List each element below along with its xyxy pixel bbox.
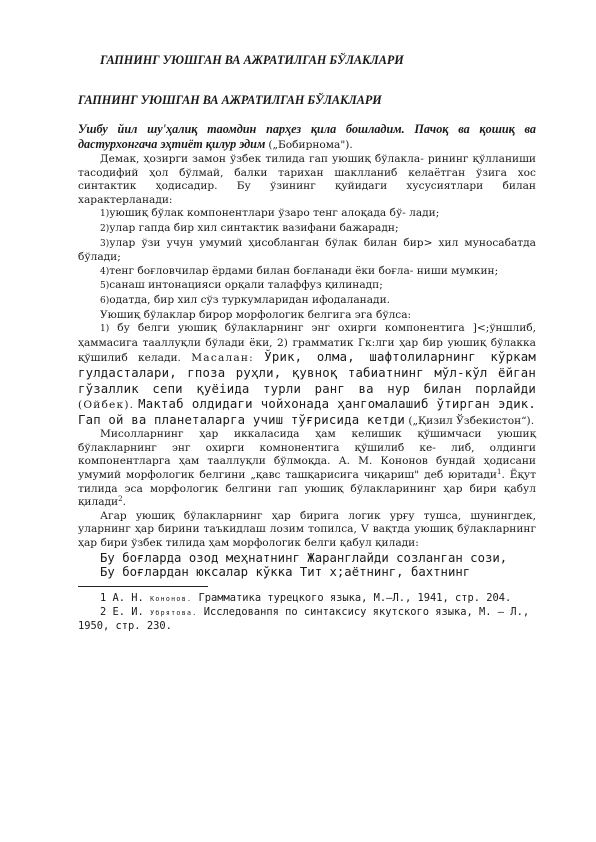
feature-item (78, 265, 536, 280)
footnote-ref-2[interactable]: 2 (118, 495, 123, 504)
section-title: ГАПНИНГ УЮШГАН ВА АЖРАТИЛГАН БЎЛАКЛАРИ (78, 93, 382, 107)
morphology-point (78, 322, 536, 428)
feature-number: 4) (100, 266, 110, 277)
example-text-2-tail: Гап ой ва планеталарга учиш тўғрисида кетди (78, 412, 405, 427)
feature-text: уюшиқ бўлак компонентлари ўзаро тенг алоқада бў- лади; (109, 207, 440, 220)
feature-text: улар ўзи учун умумий ҳисобланган бўлак билан бир> хил муносабатда бўлади; (78, 236, 536, 264)
footnote-number: 1 (100, 591, 107, 604)
footnote-text: Грамматика турецкого языка, М.—Л., 1941, стр. 204. (198, 591, 512, 604)
feature-item (78, 279, 536, 294)
example-text: Ўрик, олма, шафтолиларнинг кўркам гулдасталари, гпоза руҳли, қувноқ табиатнинг мўл-кўл ёйган гўзаллик сепи қуёiида турли ранг ва нур билан порлайди (78, 350, 536, 396)
epigraph-text: Ушбу йил шу'ҳалиқ таомдин парҳез қила бошладим. Пачоқ ва қошиқ ва дастурхонгача эҳтиёт қилур эдим (78, 122, 536, 151)
footnote-divider (78, 586, 208, 587)
point-text: бу белги уюшиқ бўлакларнинг энг охирги компонентига ]<;ўншлиб, ҳаммасига тааллуқли бўлади ёки, 2) грамматик Гк:лги ҳар бир уюшиқ бўлакка қўшилиб келади. (78, 322, 536, 365)
footnote-number: 2 (100, 606, 107, 619)
feature-number: 5) (100, 281, 110, 292)
running-title: ГАПНИНГ УЮШГАН ВА АЖРАТИЛГАН БЎЛАКЛАРИ (100, 53, 404, 67)
footnote-author: Кононов. (150, 594, 193, 603)
feature-text: санаш интонацияси орқали талаффуз қилинадп; (109, 279, 383, 292)
footnote-author: Убрятова. (150, 609, 198, 618)
feature-number: 2) (100, 223, 110, 234)
footnote-prefix: А. Н. (112, 591, 144, 604)
footnote (78, 606, 536, 633)
page-content (78, 52, 536, 633)
footnote-prefix: Е. И. (112, 606, 144, 619)
feature-number: 6) (100, 295, 110, 306)
logic-paragraph: Агар уюшиқ бўлакларнинг ҳар бирига логик урғу тушса, шунингдек, уларнинг ҳар бирини таъкидлаш лозим топилса, V вақтда уюшиқ бўлакларнинг ҳар бири ўзбек тилида ҳам морфологик белги қабул қилади: (78, 509, 536, 550)
feature-text: улар гапда бир хил синтактик вазифани бажарадн; (109, 221, 399, 234)
morphology-intro: Уюшиқ бўлаклар бирор морфологик белгига эга бўлса: (100, 308, 412, 321)
feature-text: тенг боғловчилар ёрдами билан боғланади ёки боғла- ниши мумкин; (109, 264, 499, 277)
epigraph-source: („Бобирнома"). (268, 139, 353, 151)
feature-number: 3) (100, 238, 110, 249)
kononov-text-a: Мисолларнинг ҳар иккаласида ҳам келишик қўшимчаси уюшиқ бўлакларнинг энг охирги комнонентига қўшилиб ке- либ, олдинги компонентларга ҳам тааллуқли бўлмоқда. А. М. Кононов бундай ҳодисани умумий морфологик белгини „қавс ташқарисига чиқариш" деб юритади (78, 428, 536, 482)
example-line: Бу боғлардан юксалар кўкка Тит х;аётнинг, бахтнинг (100, 565, 471, 580)
kononov-text-b: . Ёқут тилида эса морфологик белгини гап уюшиқ бўлакларининг ҳар бири қабул қилади (78, 469, 537, 509)
example-source: („Қизил Ўзбекистон“). (408, 414, 535, 427)
feature-item (78, 237, 536, 265)
feature-number: 1) (100, 209, 110, 220)
feature-item (78, 207, 536, 222)
feature-item (78, 222, 536, 237)
feature-text: одатда, бир хил сўз туркумларидан ифодаланади. (109, 293, 390, 306)
example-line: Бу боғларда озод меҳнатнинг Жаранглайди созланган сози, (100, 550, 508, 565)
feature-item (78, 294, 536, 309)
kononov-paragraph (78, 428, 536, 510)
kononov-text-end: . (122, 496, 126, 509)
example-author: (Ойбек). (78, 399, 135, 412)
footnote (78, 592, 536, 606)
point-number: 1) (100, 324, 110, 335)
epigraph (78, 122, 536, 153)
example-label: Масалан: (191, 352, 254, 365)
example-text-2: Мактаб олдидаги чойхонада ҳангомалашиб ўтирган эдик. (138, 397, 536, 412)
footnote-ref-1[interactable]: 1 (497, 468, 502, 477)
footnote-text: Исследованпя по синтаксису якутского языка, М. — Л., 1950, стр. 230. (78, 606, 530, 633)
intro-paragraph: Демак, ҳозирги замон ўзбек тилида гап уюшиқ бўлакла- рининг қўлланиши тасодифий ҳол бўлмай, балки тарихан шаклланиб келаётган ўзига хос синтактик ҳодисадир. Бу ўзининг қуйидаги хусусиятлари билан характерланади: (78, 153, 536, 206)
